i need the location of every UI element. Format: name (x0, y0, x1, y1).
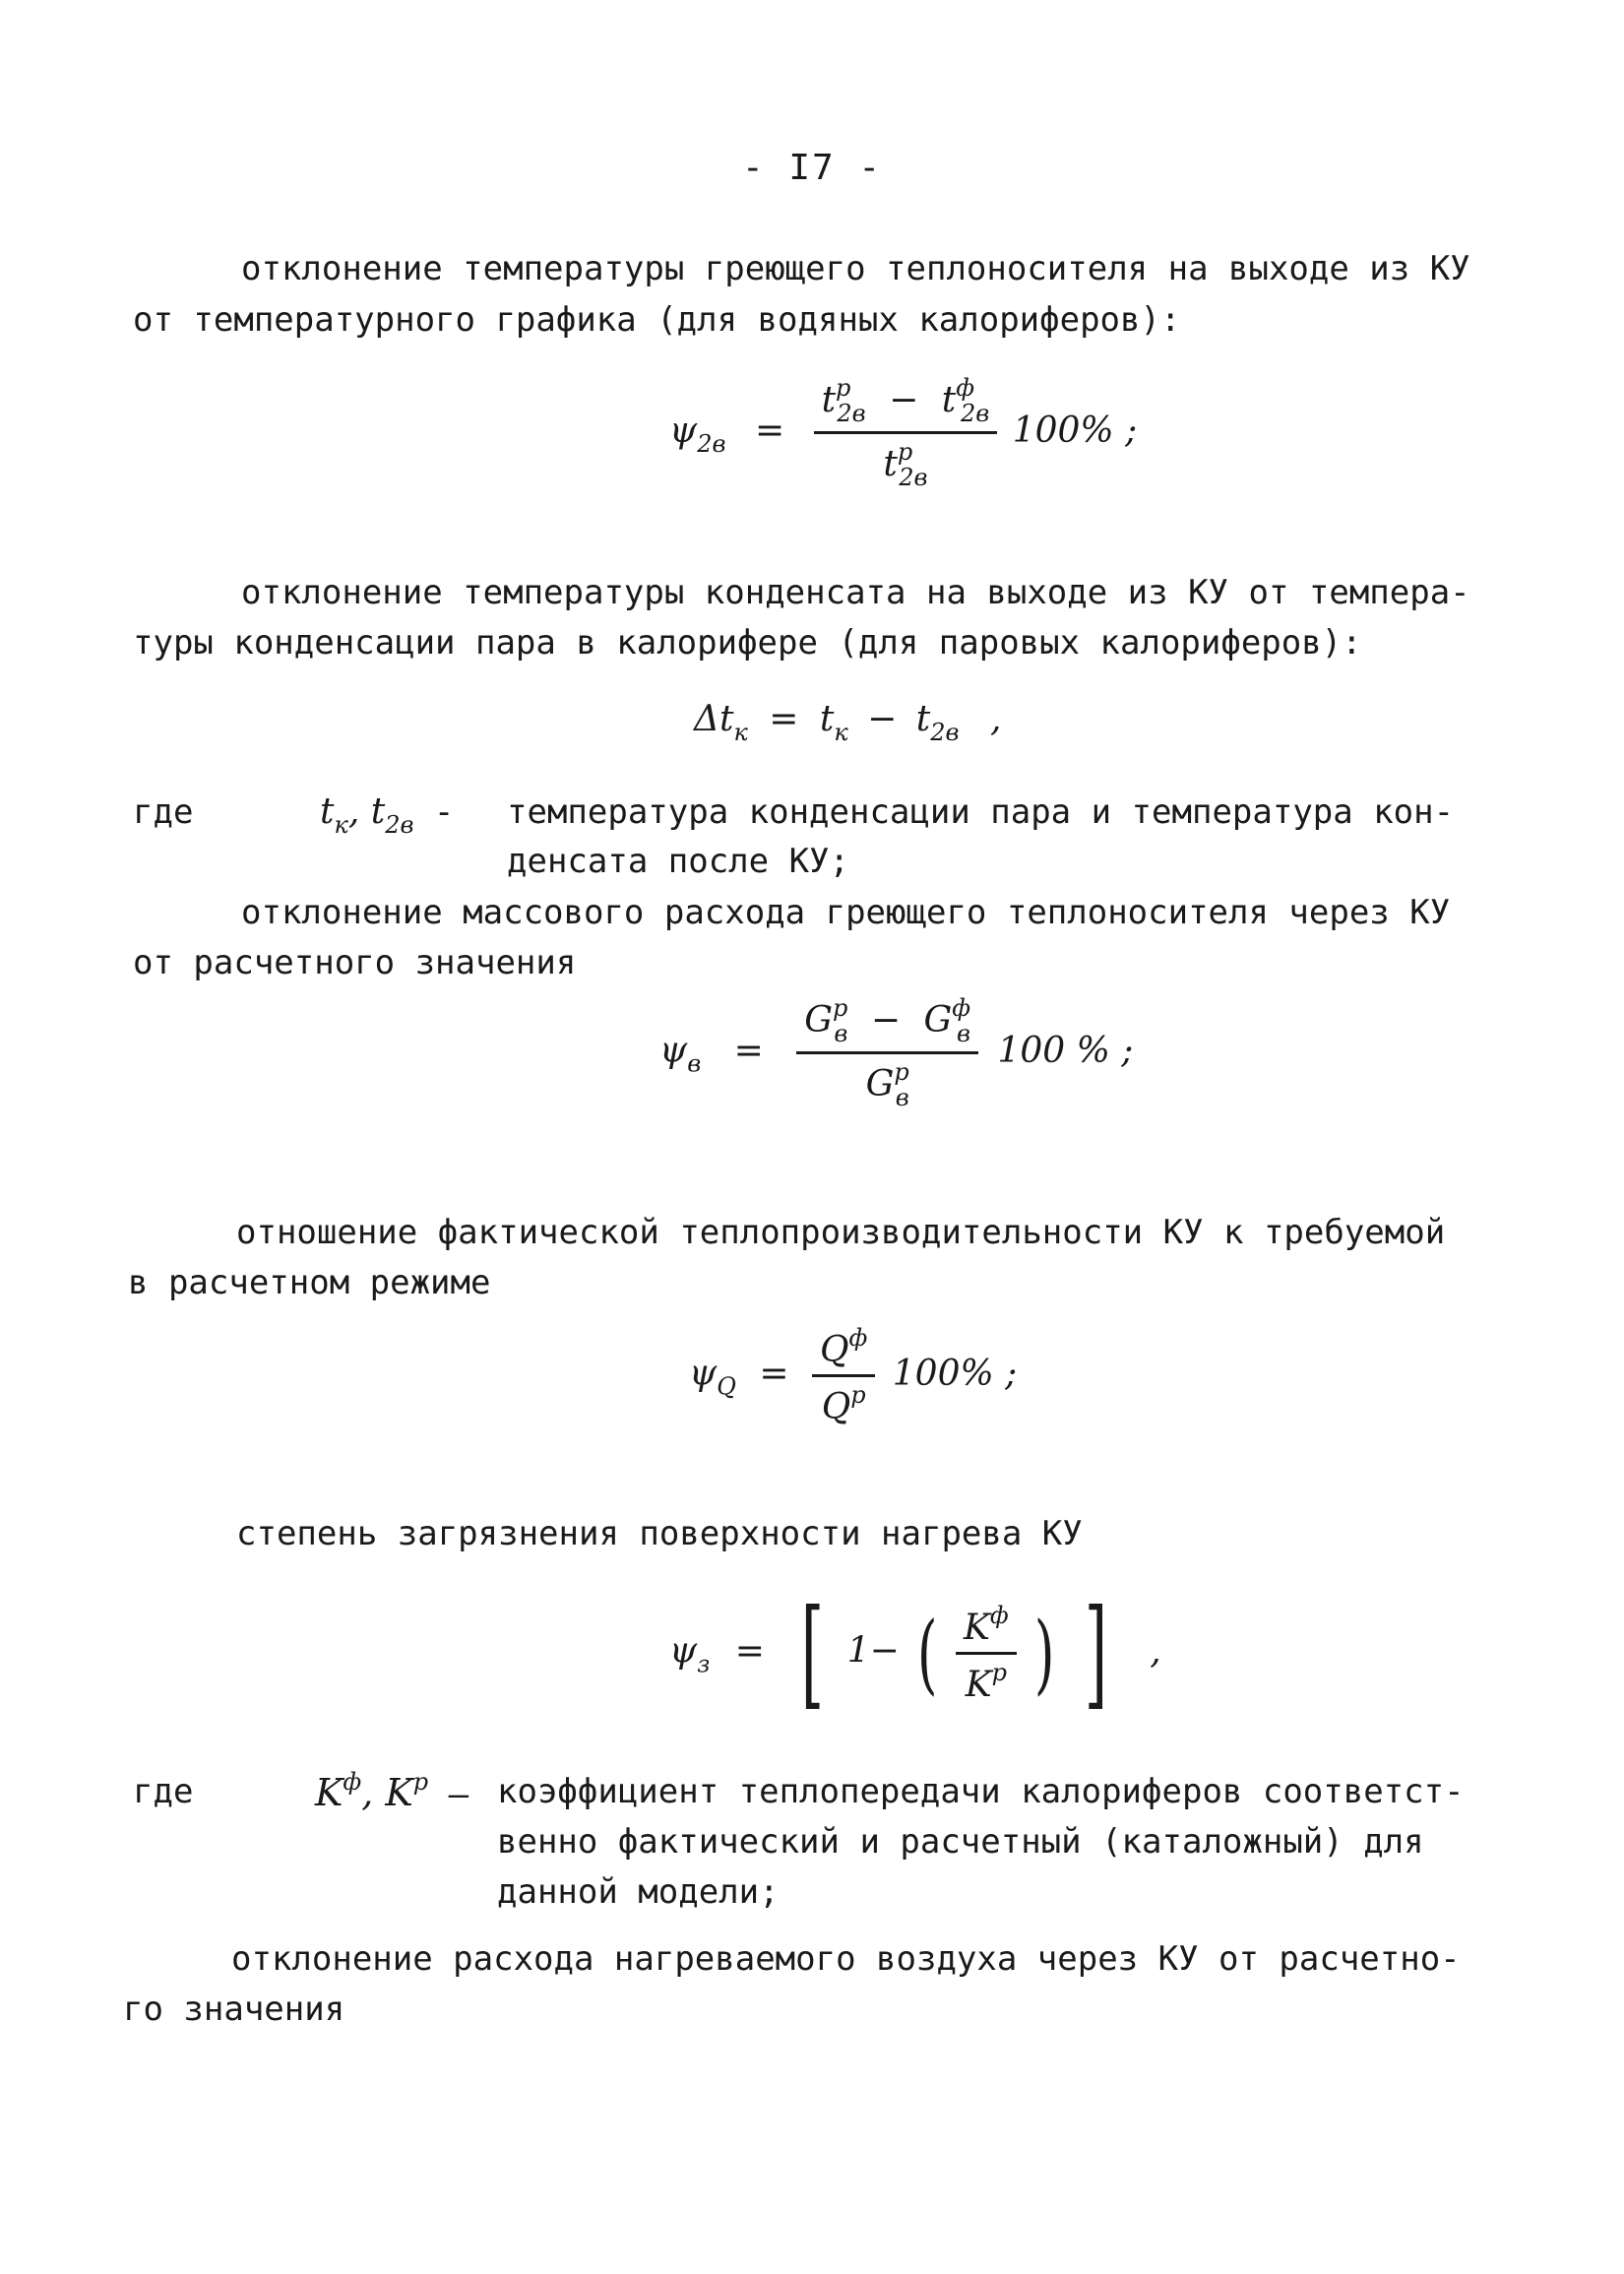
fraction-denominator: $G^р_в$ (865, 1058, 909, 1111)
paragraph-line: в расчетном режиме (128, 1263, 491, 1302)
fraction-numerator: $K^ф$ (956, 1602, 1017, 1655)
equals-sign: = (754, 410, 785, 451)
paragraph-line: туры конденсации пара в калорифере (для паровых калориферов): (133, 623, 1362, 663)
paragraph-line: отклонение температуры греющего теплоносителя на выходе из КУ (241, 249, 1470, 288)
page-number: - I7 - (741, 148, 883, 188)
definition-line: венно фактический и расчетный (каталожный) для (497, 1822, 1424, 1862)
where-symbols: $t_к$, $t_{2в}$ - (320, 791, 455, 839)
where-label: где (133, 1772, 194, 1811)
paragraph-line: от расчетного значения (133, 943, 577, 982)
fraction-denominator: $t^р_{2в}$ (883, 438, 928, 491)
percent-tail: 100% ; (1012, 410, 1138, 451)
fraction-numerator: $t^р_{2в} - t^ф_{2в}$ (814, 374, 998, 434)
paragraph-line: отношение фактической теплопроизводительности КУ к требуемой (236, 1213, 1446, 1252)
definition-line: денсата после КУ; (507, 842, 849, 881)
paragraph-line: отклонение массового расхода греющего теплоносителя через КУ (241, 893, 1451, 932)
formula-psi-2v (669, 374, 1137, 491)
fraction-denominator: $K^р$ (965, 1659, 1007, 1705)
definition-line: коэффициент теплопередачи калориферов соответст- (497, 1772, 1465, 1811)
fraction-numerator: $G^р_в - G^ф_в$ (796, 994, 978, 1054)
fraction-numerator: $Q^ф$ (812, 1324, 875, 1377)
where-symbols: $K^ф$, $K^р$ – (315, 1768, 469, 1814)
paragraph-line: отклонение температуры конденсата на выходе из КУ от темпера- (241, 573, 1470, 612)
paragraph-line: от температурного графика (для водяных калориферов): (133, 300, 1181, 340)
formula-psi-v: $\psi_в$ = $\frac{G^р_в - G^ф_в}{G^р_в}$ 100 % ; (659, 994, 1134, 1111)
paragraph-line: го значения (123, 1990, 345, 2029)
fraction-denominator: $Q^р$ (821, 1381, 866, 1427)
paragraph-line: отклонение расхода нагреваемого воздуха через КУ от расчетно- (231, 1939, 1461, 1979)
formula-psi-q: $\psi_Q$ = $\frac{Q^ф}{Q^р}$ 100% ; (689, 1324, 1018, 1427)
formula-delta-tk: $\Delta t_к = t_к - t_{2в}$ , (694, 699, 1002, 746)
where-label: где (133, 792, 194, 832)
fraction (812, 1324, 875, 1427)
definition-line: температура конденсации пара и температура кон- (507, 792, 1455, 832)
fraction (956, 1602, 1017, 1705)
fraction (796, 994, 978, 1111)
formula-lhs: $\psi_{2в}$ (669, 410, 726, 458)
definition-line: данной модели; (497, 1872, 780, 1912)
formula-psi-z: $\psi_з$ = [ 1− ( $\frac{K^ф}{K^р}$ ) ] , (669, 1585, 1161, 1722)
paragraph-line: степень загрязнения поверхности нагрева КУ (236, 1514, 1083, 1553)
fraction (814, 374, 998, 491)
